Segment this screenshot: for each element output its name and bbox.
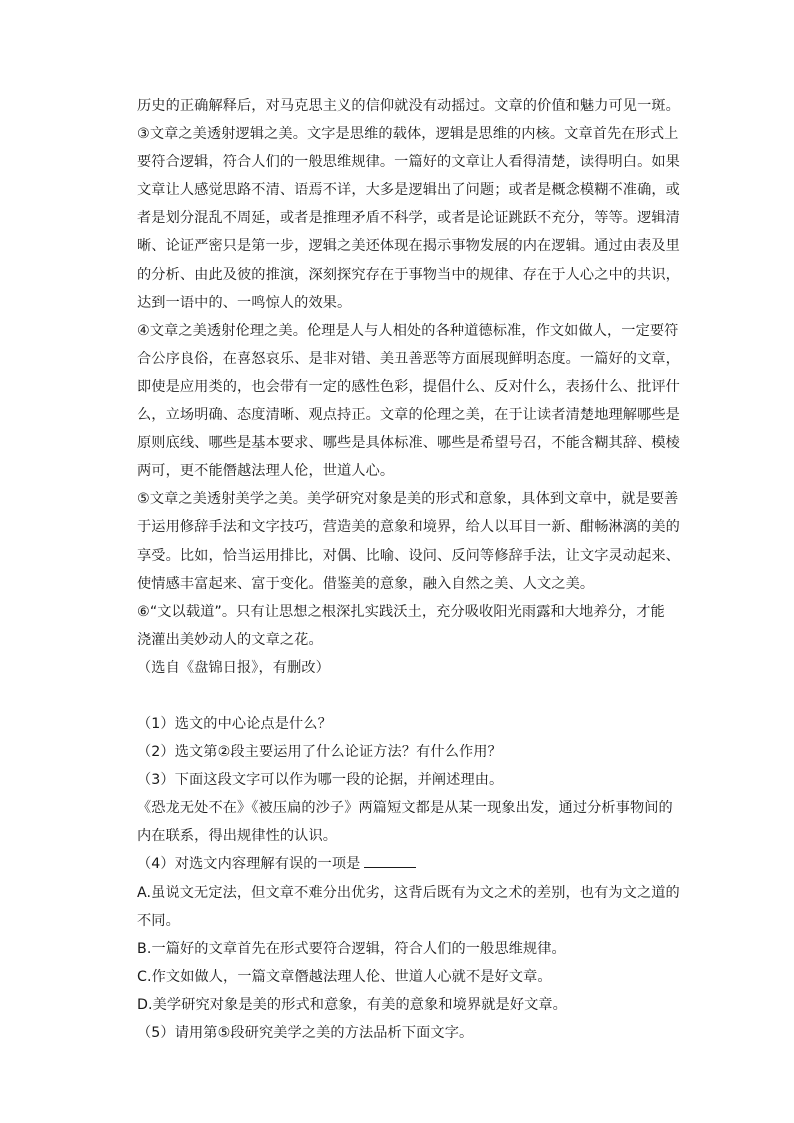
question-4 <box>137 850 683 878</box>
question-3: （3）下面这段文字可以作为哪一段的论据，并阐述理由。 <box>137 772 504 789</box>
option-a-continued: 不同。 <box>137 912 180 929</box>
article-line: 晰、论证严密只是第一步，逻辑之美还体现在揭示事物发展的内在逻辑。通过由表及里 <box>137 238 680 255</box>
article-line: 两可，更不能僭越法理人伦，世道人心。 <box>137 463 395 480</box>
article-line: 即使是应用类的，也会带有一定的感性色彩，提倡什么、反对什么，表扬什么、批评什 <box>137 378 680 395</box>
article-body <box>137 92 683 682</box>
article-line: ④文章之美透射伦理之美。伦理是人与人相处的各种道德标准，作文如做人，一定要符 <box>137 322 679 339</box>
section-gap <box>137 682 683 710</box>
option-b: B.一篇好的文章首先在形式要符合逻辑，符合人们的一般思维规律。 <box>137 940 566 957</box>
article-line: 么，立场明确、态度清晰、观点持正。文章的伦理之美，在于让读者清楚地理解哪些是 <box>137 407 680 424</box>
article-line: 达到一语中的、一鸣惊人的效果。 <box>137 294 352 311</box>
question-3-quote: 内在联系，得出规律性的认识。 <box>137 828 338 845</box>
question-4-text: （4）对选文内容理解有误的一项是 <box>137 856 361 873</box>
question-2: （2）选文第②段主要运用了什么论证方法？有什么作用？ <box>137 744 502 761</box>
option-a: A.虽说文无定法，但文章不难分出优劣，这背后既有为文之术的差别，也有为文之道的 <box>137 884 680 901</box>
article-line: 历史的正确解释后，对马克思主义的信仰就没有动摇过。文章的价值和魅力可见一斑。 <box>137 98 680 114</box>
source-citation: （选自《盘锦日报》，有删改） <box>137 659 330 676</box>
question-3-quote: 《恐龙无处不在》《被压扁的沙子》两篇短文都是从某一现象出发，通过分析事物间的 <box>137 800 673 817</box>
answer-blank[interactable] <box>364 852 416 868</box>
question-5: （5）请用第⑤段研究美学之美的方法品析下面文字。 <box>137 1025 474 1041</box>
article-line: 合公序良俗，在喜怒哀乐、是非对错、美丑善恶等方面展现鲜明态度。一篇好的文章， <box>137 350 680 367</box>
article-line: 者是划分混乱不周延，或者是推理矛盾不科学，或者是论证跳跃不充分，等等。逻辑清 <box>137 210 680 227</box>
article-line: 享受。比如，恰当运用排比，对偶、比喻、设问、反问等修辞手法，让文字灵动起来、 <box>137 547 680 564</box>
option-c: C.作文如做人，一篇文章僭越法理人伦、世道人心就不是好文章。 <box>137 968 552 985</box>
article-line: ③文章之美透射逻辑之美。文字是思维的载体，逻辑是思维的内核。文章首先在形式上 <box>137 126 679 143</box>
article-line: 文章让人感觉思路不清、语焉不详，大多是逻辑出了问题；或者是概念模糊不准确，或 <box>137 182 680 199</box>
article-line: 于运用修辞手法和文字技巧，营造美的意象和境界，给人以耳目一新、酣畅淋漓的美的 <box>137 519 680 536</box>
article-line: ⑤文章之美透射美学之美。美学研究对象是美的形式和意象，具体到文章中，就是要善 <box>137 491 679 508</box>
article-line: 的分析、由此及彼的推演，深刻探究存在于事物当中的规律、存在于人心之中的共识， <box>137 266 680 283</box>
questions-section <box>137 710 683 1047</box>
article-line: ⑥“文以载道”。只有让思想之根深扎实践沃土，充分吸收阳光雨露和大地养分，才能 <box>137 603 665 620</box>
article-line: 要符合逻辑，符合人们的一般思维规律。一篇好的文章让人看得清楚，读得明白。如果 <box>137 154 680 171</box>
article-line: 使情感丰富起来、富于变化。借鉴美的意象，融入自然之美、人文之美。 <box>137 575 595 592</box>
article-line: 原则底线、哪些是基本要求、哪些是具体标准、哪些是希望号召，不能含糊其辞、模棱 <box>137 435 680 452</box>
question-1: （1）选文的中心论点是什么？ <box>137 715 332 732</box>
article-line: 浇灌出美妙动人的文章之花。 <box>137 631 323 648</box>
option-d: D.美学研究对象是美的形式和意象，有美的意象和境界就是好文章。 <box>137 996 567 1013</box>
document-page <box>137 92 683 1047</box>
